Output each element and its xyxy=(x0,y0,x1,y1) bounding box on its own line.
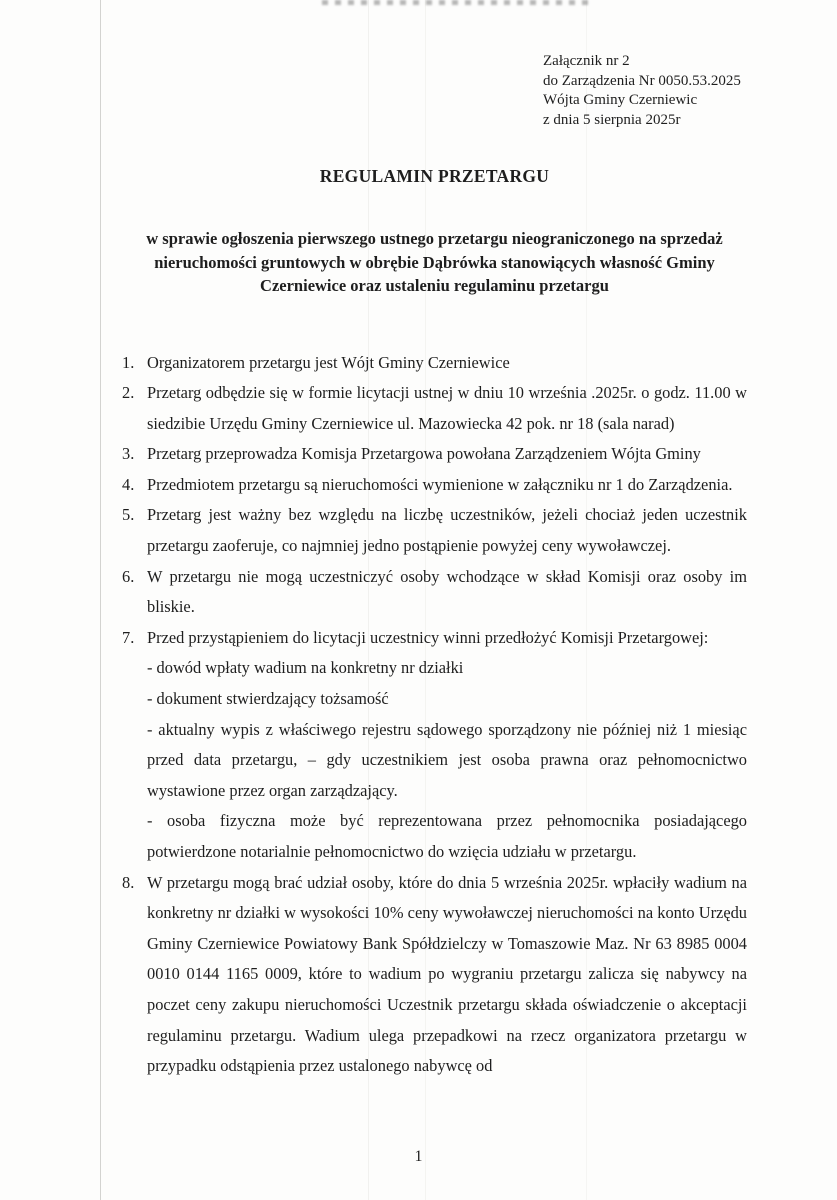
list-item xyxy=(122,500,747,561)
annex-line: z dnia 5 sierpnia 2025r xyxy=(543,111,681,128)
list-item-number: 3. xyxy=(122,444,135,464)
list-item xyxy=(122,470,747,501)
list-item-text: Przetarg odbędzie się w formie licytacji ustnej w dniu 10 września .2025r. o godz. 11.00 w siedzibie Urzędu Gminy Czerniewice ul. Mazowiecka 42 pok. nr 18 (sala narad) xyxy=(147,383,747,433)
list-item xyxy=(122,348,747,379)
page-number: 1 xyxy=(414,1148,423,1165)
list-item-text: Przed przystąpieniem do licytacji uczestnicy winni przedłożyć Komisji Przetargowej: xyxy=(147,627,709,647)
document-content xyxy=(122,0,747,1082)
list-subitem-text: - osoba fizyczna może być reprezentowana przez pełnomocnika posiadającego potwierdzone notarialnie pełnomocnictwo do wzięcia udziału w przetargu. xyxy=(147,811,747,861)
list-item-number: 5. xyxy=(122,505,135,525)
document-subtitle: w sprawie ogłoszenia pierwszego ustnego przetargu nieograniczonego na sprzedaż nieruchomości gruntowych w obrębie Dąbrówka stanowiących własność Gminy Czerniewice oraz ustaleniu regulaminu przetargu xyxy=(146,229,723,295)
annex-reference-block xyxy=(543,0,747,130)
list-subitem-text: - dokument stwierdzający tożsamość xyxy=(147,689,389,709)
list-item xyxy=(122,868,747,1082)
list-item-number: 4. xyxy=(122,474,135,494)
list-item-text: Organizatorem przetargu jest Wójt Gminy Czerniewice xyxy=(147,352,510,372)
list-subitem-text: - dowód wpłaty wadium na konkretny nr działki xyxy=(147,658,464,678)
list-item-body xyxy=(147,623,747,868)
list-item-text: Przetarg jest ważny bez względu na liczbę uczestników, jeżeli chociaż jeden uczestnik przetargu zaoferuje, co najmniej jedno postąpienie powyżej ceny wywoławczej. xyxy=(147,505,747,556)
annex-line: Wójta Gminy Czerniewic xyxy=(543,92,698,108)
list-item-number: 8. xyxy=(122,872,135,892)
list-item-text: Przetarg przeprowadza Komisja Przetargowa powołana Zarządzeniem Wójta Gminy xyxy=(147,444,701,464)
list-item xyxy=(122,623,747,868)
list-item xyxy=(122,562,747,623)
numbered-list xyxy=(122,348,747,1082)
list-item xyxy=(122,378,747,439)
list-item-text: Przedmiotem przetargu są nieruchomości wymienione w załączniku nr 1 do Zarządzenia. xyxy=(147,474,733,494)
annex-line: do Zarządzenia Nr 0050.53.2025 xyxy=(543,72,741,89)
annex-line: Załącznik nr 2 xyxy=(543,53,630,69)
list-item-text: W przetargu mogą brać udział osoby, które do dnia 5 września 2025r. wpłaciły wadium na konkretny nr działki w wysokości 10% ceny wywoławczej nieruchomości na konto Urzędu Gminy Czerniewice Powiatowy Bank Spółdzielczy w Tomaszowie Maz. Nr 63 8985 0004 0010 0144 1165 0009, które to wadium po wygraniu przetargu zalicza się nabywcy na poczet ceny zakupu nieruchomości Uczestnik przetargu składa oświadczenie o akceptacji regulaminu przetargu. Wadium ulega przepadkowi na rzecz organizatora przetargu w przypadku odstąpienia przez ustalonego nabywcę od xyxy=(147,872,747,1076)
document-title: REGULAMIN PRZETARGU xyxy=(319,166,550,186)
list-subitem-text: - aktualny wypis z właściwego rejestru sądowego sporządzony nie później niż 1 miesiąc przed data przetargu, – gdy uczestnikiem jest osoba prawna oraz pełnomocnictwo wystawione przez organ zarządzający. xyxy=(147,719,747,800)
list-item-number: 1. xyxy=(122,352,135,372)
list-item-number: 2. xyxy=(122,383,135,403)
list-item-number: 6. xyxy=(122,566,135,586)
list-item-text: W przetargu nie mogą uczestniczyć osoby wchodzące w skład Komisji oraz osoby im bliskie. xyxy=(147,566,747,617)
list-item xyxy=(122,439,747,470)
scan-edge-line xyxy=(100,0,101,1200)
list-item-number: 7. xyxy=(122,627,135,647)
